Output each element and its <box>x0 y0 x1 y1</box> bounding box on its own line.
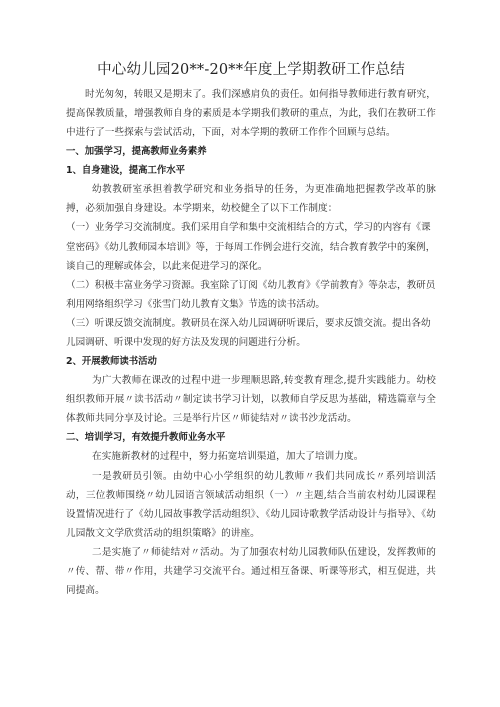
section-1-1-heading: 1、自身建设，提高工作水平 <box>66 165 186 177</box>
section-2-heading: 二、培训学习，有效提升教师业务水平 <box>66 432 226 444</box>
section-1-heading: 一、加强学习，提高教师业务素养 <box>66 146 207 158</box>
section-1-1-item-2: （二）积极丰富业务学习资源。我室除了订阅《幼儿教育》《学前教育》等杂志，教研员利用网络组织学习《张雪门幼儿教育文集》节选的读书活动。 <box>66 279 436 310</box>
section-1-2-paragraph: 为广大教师在课改的过程中进一步理顺思路,转变教育理念,提升实践能力。幼校组织教师开展〃读书活动〃制定读书学习计划，以教师自学反思为基础，精选篇章与全体教师共同分享及讨论。三是举行片区〃师徒结对〃读书沙龙活动。 <box>66 375 436 425</box>
section-2-paragraph-1: 在实施新教材的过程中，努力拓宽培训渠道，加大了培训力度。 <box>92 451 364 463</box>
section-2-paragraph-3: 二是实施了〃师徒结对〃活动。为了加强农村幼儿园教师队伍建设，发挥教师的〃传、帮、带〃作用，共建学习交流平台。通过相互备课、听课等形式，相互促进，共同提高。 <box>66 546 436 597</box>
section-1-2-heading: 2、开展教师读书活动 <box>66 356 157 368</box>
intro-paragraph: 时光匆匆，转眼又是期末了。我们深感肩负的责任。如何指导教师进行教育研究，提高保教质量，增强教师自身的素质是本学期我们教研的重点，为此，我们在教研工作中进行了一些探索与尝试活动，下面，对本学期的教研工作作个回顾与总结。 <box>66 89 436 139</box>
section-1-1-item-1: （一）业务学习交流制度。我们采用自学和集中交流相结合的方式，学习的内容有《课堂密码》《幼儿教师园本培训》等，于每周工作例会进行交流，结合教育教学中的案例，谈自己的理解或体会，以此来促进学习的深化。 <box>66 222 436 272</box>
section-2-paragraph-2: 一是教研员引领。由幼中心小学组织的幼儿教师〃我们共同成长〃系列培训活动，三位教师围绕〃幼儿园语言领域活动组织（一）〃主题,结合当前农村幼儿园课程设置情况进行了《幼儿园故事教学活动组织》、《幼儿园诗歌教学活动设计与指导》、《幼儿园散文文学欣赏活动的组织策略》的讲座。 <box>66 470 436 539</box>
section-1-1-item-3: （三）听课反馈交流制度。教研员在深入幼儿园调研听课后，要求反馈交流。提出各幼儿园调研、听课中发现的好方法及发现的问题进行分析。 <box>66 317 431 349</box>
section-1-1-paragraph: 幼教教研室承担着教学研究和业务指导的任务，为更准确地把握教学改革的脉搏，必须加强自身建设。本学期来，幼校健全了以下工作制度： <box>66 184 436 215</box>
document-title: 中心幼儿园20**-20**年度上学期教研工作总结 <box>97 62 405 78</box>
